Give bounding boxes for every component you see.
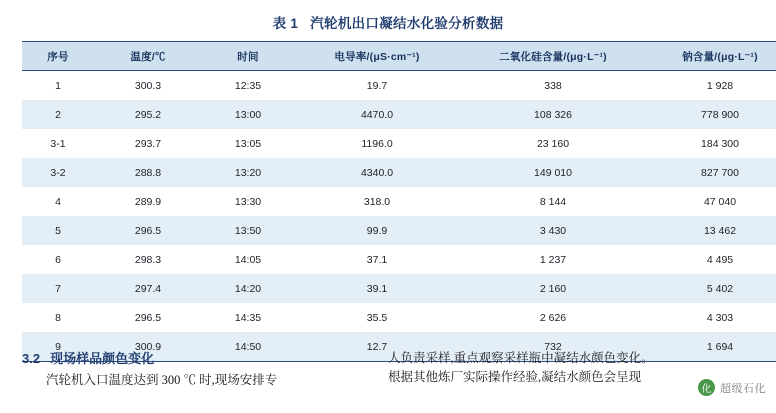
cell-conductivity: 37.1: [294, 245, 460, 274]
cell-sodium: 1 928: [646, 71, 776, 101]
cell-temperature: 289.9: [94, 187, 202, 216]
table-row: [22, 71, 776, 101]
page-footer-text: [0, 349, 776, 413]
cell-index: 3-1: [22, 129, 94, 158]
cell-time: 13:30: [202, 187, 294, 216]
section-paragraph-right-1: 人负责采样,重点观察采样瓶中凝结水颜色变化。: [388, 351, 654, 365]
cell-silica: 149 010: [460, 158, 646, 187]
cell-time: 14:50: [202, 332, 294, 362]
cell-silica: 2 626: [460, 303, 646, 332]
cell-index: 4: [22, 187, 94, 216]
cell-silica: 1 237: [460, 245, 646, 274]
cell-silica: 3 430: [460, 216, 646, 245]
watermark: [698, 379, 766, 396]
cell-index: 3-2: [22, 158, 94, 187]
cell-conductivity: 1196.0: [294, 129, 460, 158]
cell-temperature: 288.8: [94, 158, 202, 187]
cell-sodium: 5 402: [646, 274, 776, 303]
cell-temperature: 300.3: [94, 71, 202, 101]
cell-silica: 8 144: [460, 187, 646, 216]
cell-index: 6: [22, 245, 94, 274]
cell-conductivity: 12.7: [294, 332, 460, 362]
section-number: 3.2: [22, 351, 41, 366]
column-header-temperature: 温度/℃: [94, 42, 202, 71]
column-header-sodium: 钠含量/(μg·L⁻¹): [646, 42, 776, 71]
cell-conductivity: 4470.0: [294, 100, 460, 129]
cell-sodium: 1 694: [646, 332, 776, 362]
table-row: [22, 100, 776, 129]
analysis-data-table: [22, 41, 776, 362]
table-number: 表 1: [272, 16, 299, 31]
table-body: [22, 71, 776, 362]
left-column: [22, 349, 362, 413]
cell-index: 5: [22, 216, 94, 245]
cell-time: 14:20: [202, 274, 294, 303]
cell-temperature: 296.5: [94, 303, 202, 332]
cell-sodium: 778 900: [646, 100, 776, 129]
cell-conductivity: 39.1: [294, 274, 460, 303]
cell-time: 12:35: [202, 71, 294, 101]
section-paragraph-left: 汽轮机入口温度达到 300 ℃ 时,现场安排专: [46, 373, 278, 387]
cell-index: 8: [22, 303, 94, 332]
cell-silica: 338: [460, 71, 646, 101]
cell-sodium: 4 303: [646, 303, 776, 332]
cell-conductivity: 35.5: [294, 303, 460, 332]
table-caption: [22, 12, 754, 32]
cell-sodium: 827 700: [646, 158, 776, 187]
watermark-label: 超级石化: [720, 382, 766, 395]
table-row: [22, 216, 776, 245]
cell-temperature: 297.4: [94, 274, 202, 303]
cell-time: 14:35: [202, 303, 294, 332]
cell-sodium: 4 495: [646, 245, 776, 274]
column-header-silica: 二氧化硅含量/(μg·L⁻¹): [460, 42, 646, 71]
cell-time: 13:05: [202, 129, 294, 158]
cell-index: 1: [22, 71, 94, 101]
section-paragraph-right-2: 根据其他炼厂实际操作经验,凝结水颜色会呈现: [388, 370, 642, 384]
cell-temperature: 298.3: [94, 245, 202, 274]
section-heading: [22, 349, 362, 369]
cell-index: 9: [22, 332, 94, 362]
table-header: [22, 42, 776, 71]
cell-sodium: 184 300: [646, 129, 776, 158]
cell-silica: 2 160: [460, 274, 646, 303]
cell-sodium: 47 040: [646, 187, 776, 216]
table-title-text: 汽轮机出口凝结水化验分析数据: [310, 16, 504, 31]
cell-time: 13:20: [202, 158, 294, 187]
table-row: [22, 303, 776, 332]
cell-silica: 23 160: [460, 129, 646, 158]
cell-silica: 108 326: [460, 100, 646, 129]
column-header-time: 时间: [202, 42, 294, 71]
cell-time: 13:50: [202, 216, 294, 245]
table-row: [22, 274, 776, 303]
cell-temperature: 296.5: [94, 216, 202, 245]
cell-temperature: 295.2: [94, 100, 202, 129]
cell-temperature: 300.9: [94, 332, 202, 362]
column-header-conductivity: 电导率/(μS·cm⁻¹): [294, 42, 460, 71]
cell-sodium: 13 462: [646, 216, 776, 245]
cell-time: 13:00: [202, 100, 294, 129]
table-row: [22, 129, 776, 158]
table-row: [22, 158, 776, 187]
cell-conductivity: 318.0: [294, 187, 460, 216]
watermark-logo-icon: 化: [698, 379, 715, 396]
table-header-row: [22, 42, 776, 71]
cell-conductivity: 19.7: [294, 71, 460, 101]
table-row: [22, 245, 776, 274]
cell-silica: 732: [460, 332, 646, 362]
section-title: 现场样品颜色变化: [50, 351, 155, 366]
cell-conductivity: 4340.0: [294, 158, 460, 187]
cell-temperature: 293.7: [94, 129, 202, 158]
cell-conductivity: 99.9: [294, 216, 460, 245]
column-header-index: 序号: [22, 42, 94, 71]
cell-time: 14:05: [202, 245, 294, 274]
right-column: [388, 349, 728, 413]
cell-index: 2: [22, 100, 94, 129]
cell-index: 7: [22, 274, 94, 303]
table-row: [22, 187, 776, 216]
